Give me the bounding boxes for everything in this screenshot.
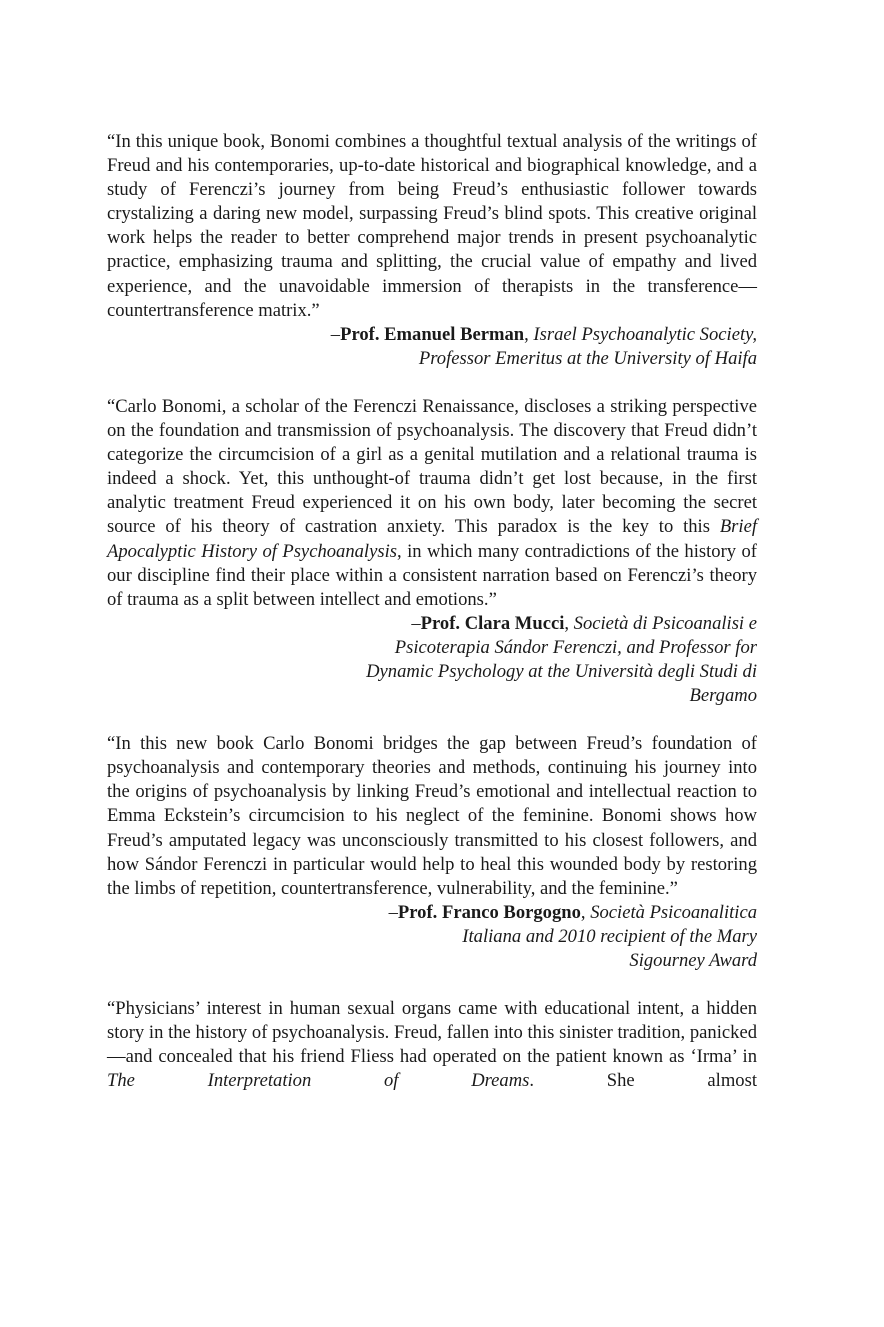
attribution-separator: , <box>580 901 591 923</box>
endorser-name: Prof. Franco Borgogno <box>397 901 581 923</box>
endorsement-quote <box>107 395 757 612</box>
attribution-dash: – <box>388 901 398 923</box>
endorser-affiliation-line: Società Psicoanalitica <box>590 901 757 923</box>
endorsement-quote: “In this new book Carlo Bonomi bridges the gap between Freud’s foundation of psychoanalysis and contemporary theories and methods, continuing his journey into the origins of psychoanalysis by linking Freud’s emotional and intellectual reaction to Emma Eckstein’s circumcision to his neglect of the feminine. Bonomi shows how Freud’s amputated legacy was unconsciously transmitted to his closest followers, and how Sándor Ferenczi in particular would help to heal this wounded body by restoring the limbs of repetition, countertransference, vulnerability, and the feminine.” <box>107 733 757 899</box>
quote-text: . She almost <box>529 1070 757 1092</box>
quote-text: “Physicians’ interest in human sexual organs came with educational intent, a hidden story in the history of psychoanalysis. Freud, fallen into this sinister tradition, panicked—and concealed that his friend Fliess had operated on the patient known as ‘Irma’ in <box>107 998 757 1068</box>
endorsement-attribution <box>107 323 757 371</box>
endorser-name: Prof. Emanuel Berman <box>340 323 525 345</box>
quote-text: “Carlo Bonomi, a scholar of the Ferenczi Renaissance, discloses a striking perspective on the foundation and transmission of psychoanalysis. The discovery that Freud didn’t categorize the circumcision of a girl as a genital mutilation and a relational trauma is indeed a shock. Yet, this unthought-of trauma didn’t get lost because, in the first analytic treatment Freud experienced it on his own body, later becoming the secret source of his theory of castration anxiety. This paradox is the key to this <box>107 395 757 538</box>
attribution-separator: , <box>564 612 574 634</box>
attribution-dash: – <box>411 612 421 634</box>
endorsement-quote <box>107 997 757 1093</box>
endorsement-berman <box>107 130 757 371</box>
endorser-affiliation-line: Psicoterapia Sándor Ferenczi, and Professor for <box>394 636 757 658</box>
endorsement-continued <box>107 997 757 1093</box>
endorsement-mucci <box>107 395 757 708</box>
endorser-affiliation-line: Sigourney Award <box>629 950 757 971</box>
endorser-affiliation-line: Società di Psicoanalisi e <box>573 612 757 634</box>
endorser-affiliation-line: Professor Emeritus at the University of Haifa <box>418 347 757 369</box>
book-title: The Interpretation of Dreams <box>107 1070 530 1092</box>
endorser-affiliation-line: Bergamo <box>689 685 757 707</box>
book-title: Brief Apocalyptic History of Psychoanalysis <box>107 516 757 562</box>
endorser-affiliation-line: Israel Psychoanalytic Society, <box>533 323 757 345</box>
attribution-separator: , <box>524 323 534 345</box>
quote-text: , in which many contradictions of the history of our discipline find their place within a consistent narration based on Ferenczi’s theory of trauma as a split between intellect and emotions.” <box>107 540 757 610</box>
endorsement-quote: “In this unique book, Bonomi combines a thoughtful textual analysis of the writings of Freud and his contemporaries, up-to-date historical and biographical knowledge, and a study of Ferenczi’s journey from being Freud’s enthusiastic follower towards crystalizing a daring new model, surpassing Freud’s blind spots. This creative original work helps the reader to better comprehend major trends in present psychoanalytic practice, emphasizing trauma and splitting, the crucial value of empathy and lived experience, and the unavoidable immersion of therapists in the transference—countertransference matrix.” <box>107 131 757 321</box>
attribution-dash: – <box>330 323 341 345</box>
endorsement-borgogno <box>107 732 757 973</box>
endorser-affiliation-line: Italiana and 2010 recipient of the Mary <box>462 925 757 947</box>
endorsement-attribution <box>107 612 757 708</box>
endorsement-attribution <box>107 901 757 973</box>
endorser-affiliation-line: Dynamic Psychology at the Università degli Studi di <box>366 660 757 682</box>
endorser-name: Prof. Clara Mucci <box>420 612 565 634</box>
endorsements-page <box>107 130 757 1117</box>
